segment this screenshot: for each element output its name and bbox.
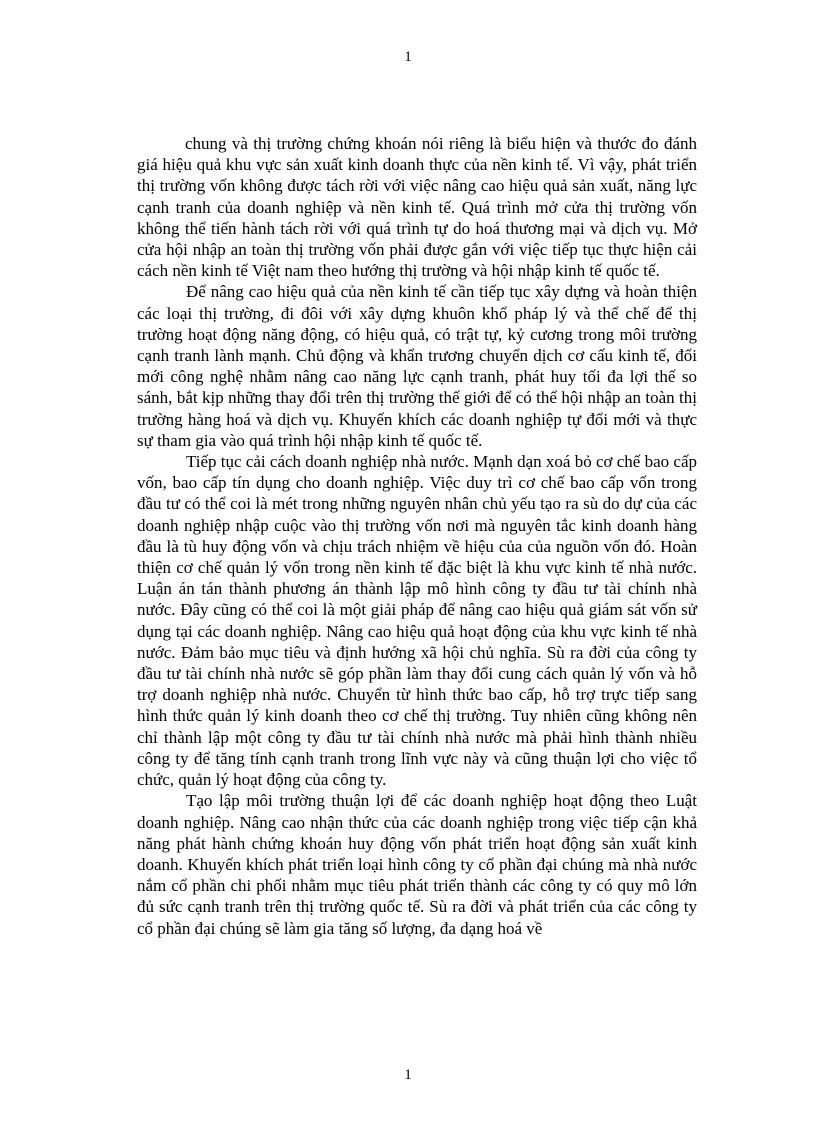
paragraph: Tạo lập môi trường thuận lợi để các doanh nghiệp hoạt động theo Luật doanh nghiệp. Nâng cao nhận thức của các doanh nghiệp trong việc tiếp cận khả năng phát hành chứng khoán huy động vốn phát triển hoạt động sản xuất kinh doanh. Khuyến khích phát triển loại hình công ty cổ phần đại chúng mà nhà nước nắm cổ phần chi phối nhằm mục tiêu phát triển thành các công ty có quy mô lớn đủ sức cạnh tranh trên thị trường quốc tế. Sù ra đời và phát triển của các công ty cổ phần đại chúng sẽ làm gia tăng số lượng, đa dạng hoá về [137,791,697,938]
footer-page-number: 1 [404,1067,412,1083]
paragraph: chung và thị trường chứng khoán nói riêng là biểu hiện và thước đo đánh giá hiệu quả khu vực sản xuất kinh doanh thực của nền kinh tế. Vì vậy, phát triển thị trường vốn không được tách rời với việc nâng cao hiệu quả sản xuất, năng lực cạnh tranh của doanh nghiệp và nền kinh tế. Quá trình mở cửa thị trường vốn không thể tiến hành tách rời với quá trình tự do hoá thương mại và dịch vụ. Mở cửa hội nhập an toàn thị trường vốn phải được gắn với việc tiếp tục thực hiện cải cách nền kinh tế Việt nam theo hướng thị trường và hội nhập kinh tế quốc tế. [137,134,697,281]
document-body [137,133,697,939]
paragraph: Tiếp tục cải cách doanh nghiệp nhà nước. Mạnh dạn xoá bỏ cơ chế bao cấp vốn, bao cấp tín dụng cho doanh nghiệp. Việc duy trì cơ chế bao cấp vốn trong đầu tư có thể coi là mét trong những nguyên nhân chủ yếu tạo ra sù do dự của các doanh nghiệp nhập cuộc vào thị trường vốn nơi mà nguyên tắc kinh doanh hàng đầu là tù huy động vốn và chịu trách nhiệm về hiệu của của nguồn vốn đó. Hoàn thiện cơ chế quản lý vốn trong nền kinh tế đặc biệt là khu vực kinh tế nhà nước. Luận án tán thành phương án thành lập mô hình công ty đầu tư tài chính nhà nước. Đây cũng có thể coi là một giải pháp để nâng cao hiệu quả giám sát vốn sử dụng tại các doanh nghiệp. Nâng cao hiệu quả hoạt động của khu vực kinh tế nhà nước. Đảm bảo mục tiêu và định hướng xã hội chủ nghĩa. Sù ra đời của công ty đầu tư tài chính nhà nước sẽ góp phần làm thay đổi cung cách quản lý vốn và hỗ trợ doanh nghiệp nhà nước. Chuyển từ hình thức bao cấp, hỗ trợ trực tiếp sang hình thức quản lý kinh doanh theo cơ chế thị trường. Tuy nhiên cũng không nên chỉ thành lập một công ty đầu tư tài chính nhà nước mà phải hình thành nhiều công ty để tăng tính cạnh tranh trong lĩnh vực này và cũng thuận lợi cho việc tổ chức, quản lý hoạt động của công ty. [137,452,697,790]
header-page-number: 1 [404,49,412,65]
paragraph: Để nâng cao hiệu quả của nền kinh tế cần tiếp tục xây dựng và hoàn thiện các loại thị trường, đi đôi với xây dựng khuôn khổ pháp lý và thể chế để thị trường hoạt động năng động, có hiệu quả, có trật tự, kỷ cương trong môi trường cạnh tranh lành mạnh. Chủ động và khẩn trương chuyển dịch cơ cấu kinh tế, đổi mới công nghệ nhằm nâng cao năng lực cạnh tranh, phát huy tối đa lợi thế so sánh, bắt kịp những thay đổi trên thị trường thế giới để có thể hội nhập an toàn thị trường hàng hoá và dịch vụ. Khuyến khích các doanh nghiệp tự đổi mới và thực sự tham gia vào quá trình hội nhập kinh tế quốc tế. [137,282,697,450]
